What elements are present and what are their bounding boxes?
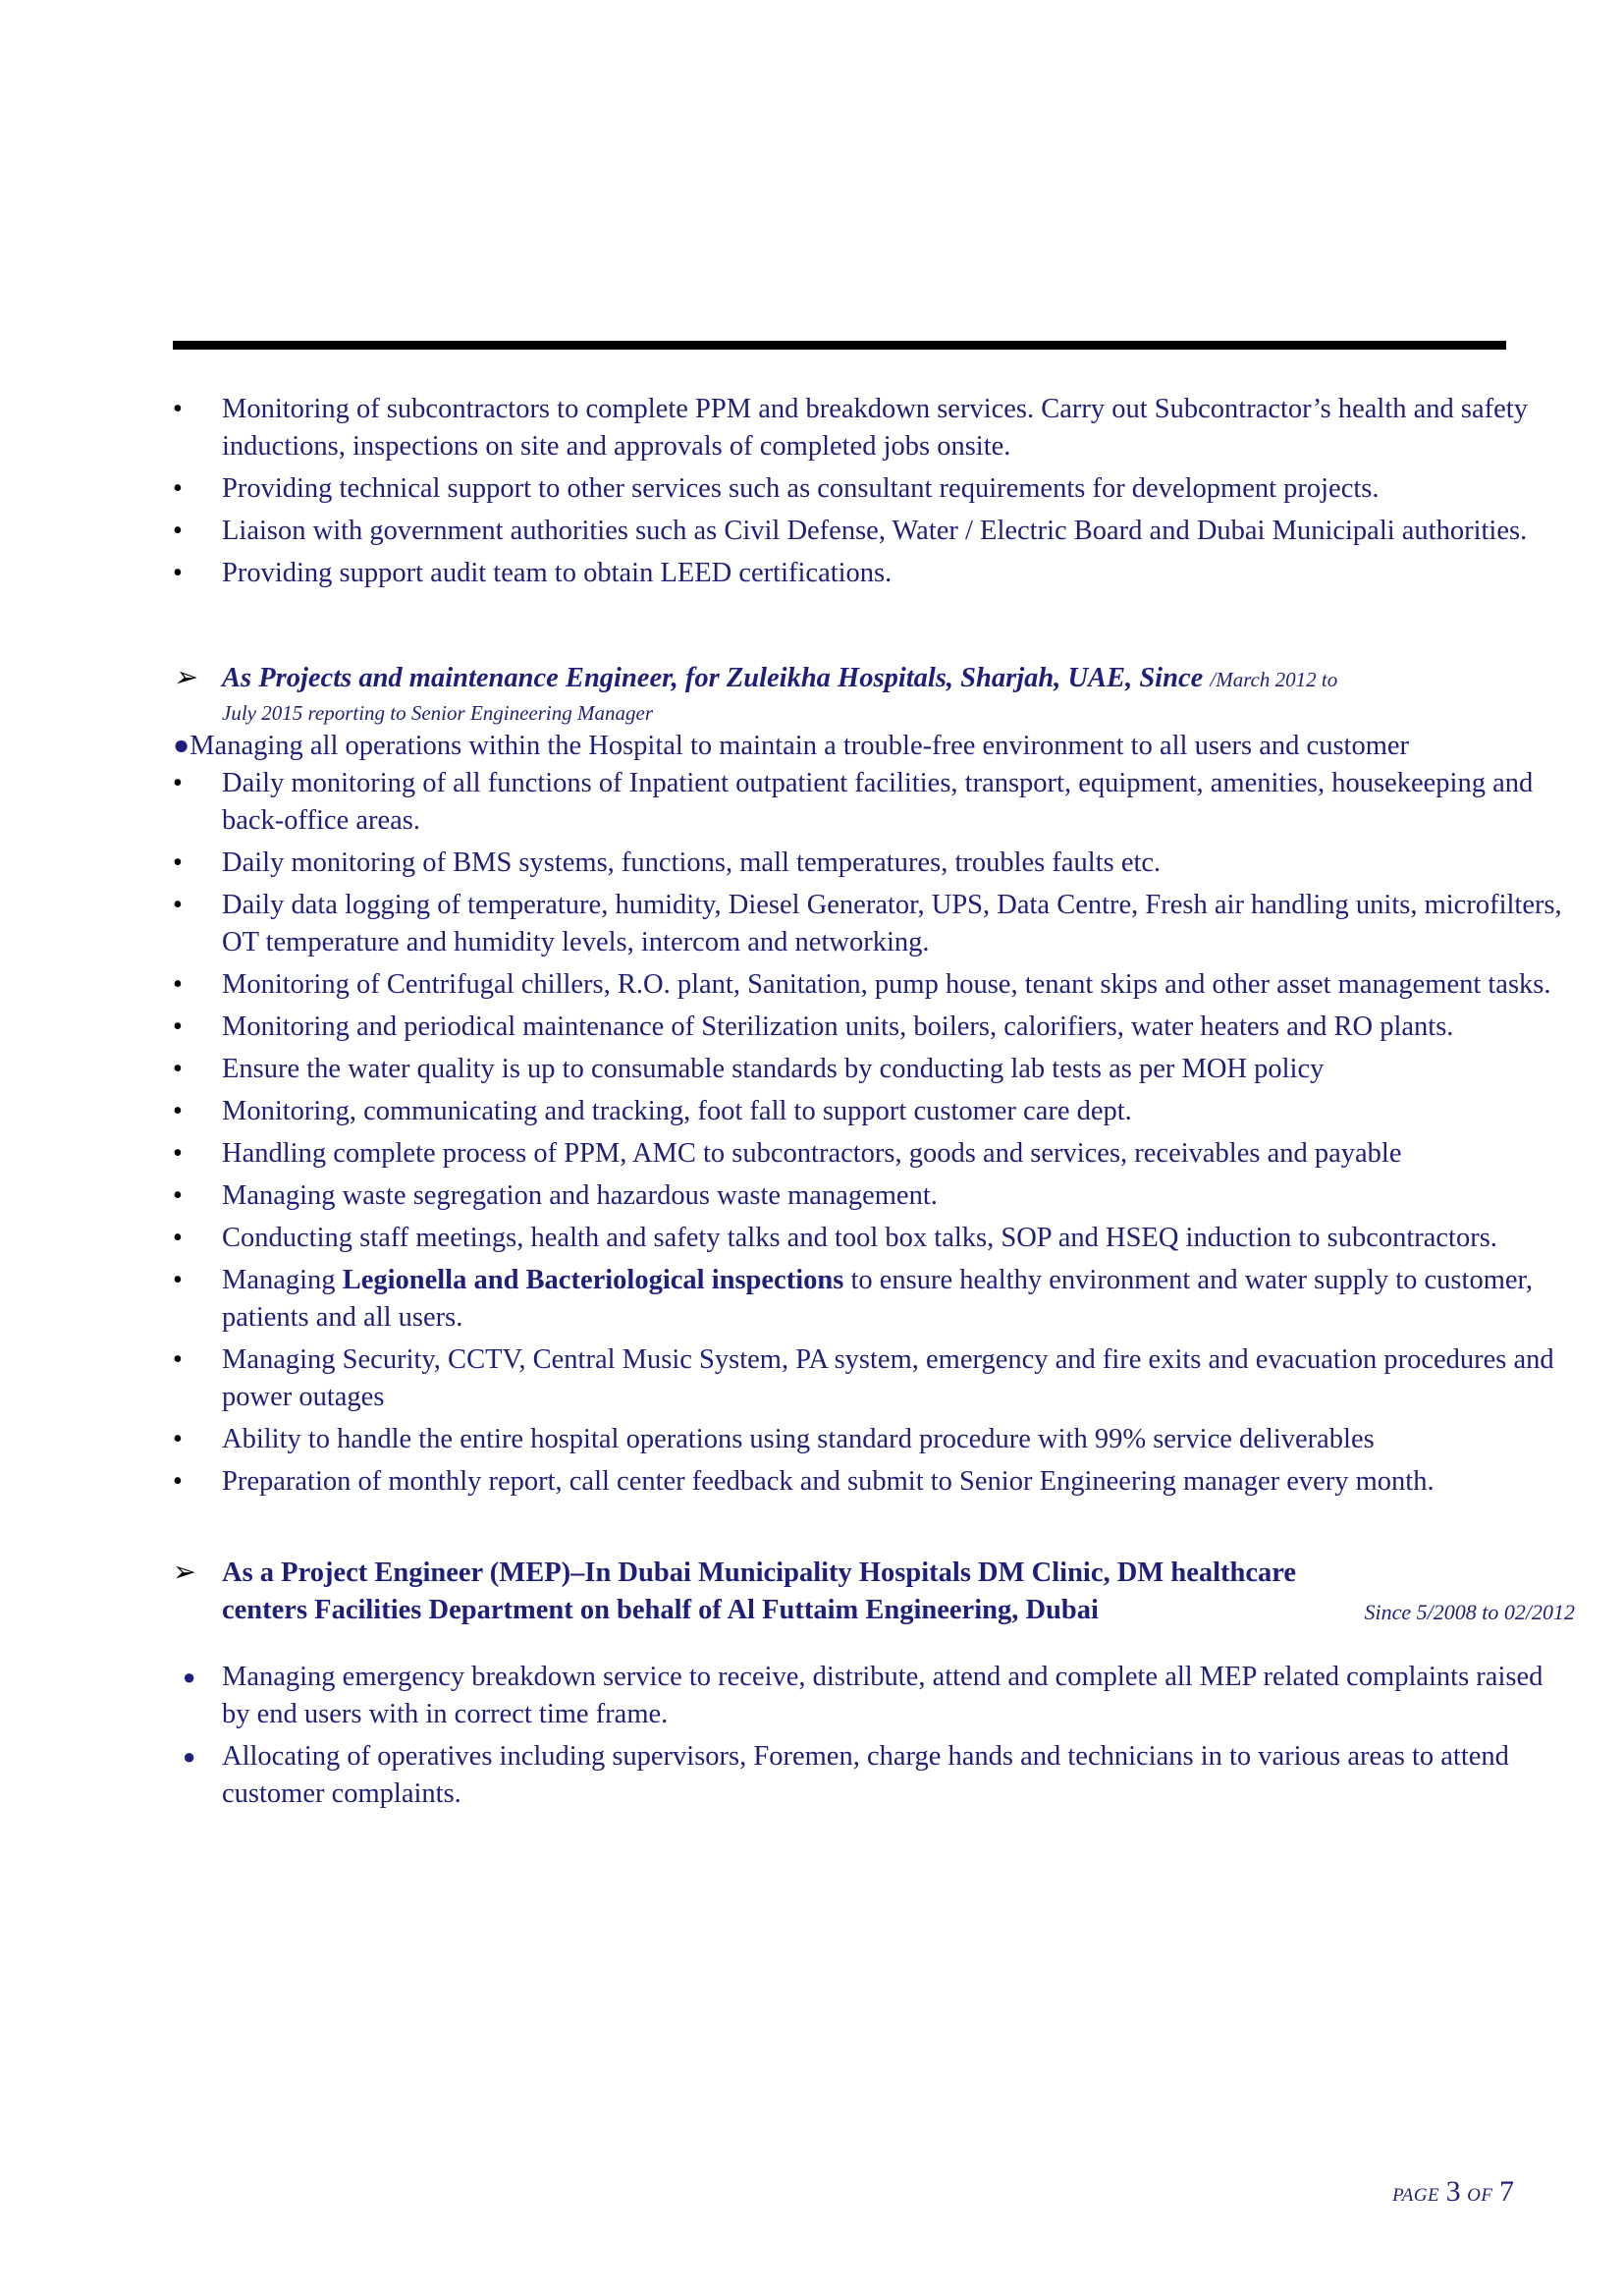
list-item: • Daily data logging of temperature, humidity, Diesel Generator, UPS, Data Centre, Fresh air handling units, microfilters, OT temperature and humidity levels, intercom and networking. [173, 887, 1577, 961]
section2-heading [173, 1555, 1577, 1629]
list-item: • Monitoring of subcontractors to complete PPM and breakdown services. Carry out Subcontractor’s health and safety inductions, inspections on site and approvals of completed jobs onsite. [173, 391, 1577, 465]
section1-bullet-list [173, 765, 1577, 1501]
section1-date: /March 2012 to [1210, 668, 1338, 691]
section1-title: As Projects and maintenance Engineer, for Zuleikha Hospitals, Sharjah, UAE, Since [222, 663, 1204, 693]
section2-bullet-list [173, 1659, 1577, 1813]
section1-intro: ●Managing all operations within the Hospital to maintain a trouble-free environment to all users and customer [173, 731, 1410, 761]
list-item: • Managing waste segregation and hazardous waste management. [173, 1177, 1577, 1215]
top-bullet-list [173, 391, 1577, 592]
list-item: • Preparation of monthly report, call center feedback and submit to Senior Engineering manager every month. [173, 1463, 1577, 1501]
list-item-legionella: • Managing Legionella and Bacteriological inspections to ensure healthy environment and water supply to customer, patients and all users. [173, 1262, 1577, 1337]
list-item: • Managing Security, CCTV, Central Music System, PA system, emergency and fire exits and evacuation procedures and power outages [173, 1341, 1577, 1416]
section2-title-line1: As a Project Engineer (MEP)–In Dubai Municipality Hospitals DM Clinic, DM healthcare [222, 1558, 1297, 1588]
list-item: • Handling complete process of PPM, AMC to subcontractors, goods and services, receivables and payable [173, 1135, 1577, 1173]
section2-title-line2: centers Facilities Department on behalf of Al Futtaim Engineering, Dubai [222, 1595, 1099, 1625]
list-item: • Monitoring of Centrifugal chillers, R.O. plant, Sanitation, pump house, tenant skips and other asset management tasks. [173, 966, 1577, 1004]
list-item: • Providing support audit team to obtain LEED certifications. [173, 555, 1577, 592]
list-item: • Ability to handle the entire hospital operations using standard procedure with 99% service deliverables [173, 1421, 1577, 1458]
section1-date-line2: July 2015 reporting to Senior Engineering Manager [222, 701, 653, 725]
list-item: • Providing technical support to other services such as consultant requirements for development projects. [173, 470, 1577, 508]
page-number: PAGE 3 OF 7 [1392, 2175, 1514, 2208]
section1-heading [173, 660, 1577, 698]
legionella-emphasis: Legionella and Bacteriological inspections [342, 1265, 844, 1295]
list-item: • Monitoring and periodical maintenance of Sterilization units, boilers, calorifiers, water heaters and RO plants. [173, 1009, 1577, 1046]
header-rule [173, 341, 1506, 350]
page-body [173, 391, 1577, 1818]
arrow-bullet-icon: ➢ [173, 1558, 196, 1588]
arrow-bullet-icon: ➢ [173, 663, 196, 693]
list-item: • Conducting staff meetings, health and safety talks and tool box talks, SOP and HSEQ induction to subcontractors. [173, 1220, 1577, 1257]
list-item: • Daily monitoring of BMS systems, functions, mall temperatures, troubles faults etc. [173, 845, 1577, 882]
list-item: ● Managing emergency breakdown service to receive, distribute, attend and complete all MEP related complaints raised by end users with in correct time frame. [173, 1659, 1577, 1733]
list-item: • Monitoring, communicating and tracking, foot fall to support customer care dept. [173, 1093, 1577, 1130]
list-item: • Daily monitoring of all functions of Inpatient outpatient facilities, transport, equipment, amenities, housekeeping and back-office areas. [173, 765, 1577, 840]
list-item: • Ensure the water quality is up to consumable standards by conducting lab tests as per MOH policy [173, 1051, 1577, 1088]
section2-since: Since 5/2008 to 02/2012 [1364, 1600, 1575, 1624]
list-item: • Liaison with government authorities such as Civil Defense, Water / Electric Board and Dubai Municipali authorities. [173, 513, 1577, 550]
list-item: ● Allocating of operatives including supervisors, Foremen, charge hands and technicians in to various areas to attend customer complaints. [173, 1738, 1577, 1813]
